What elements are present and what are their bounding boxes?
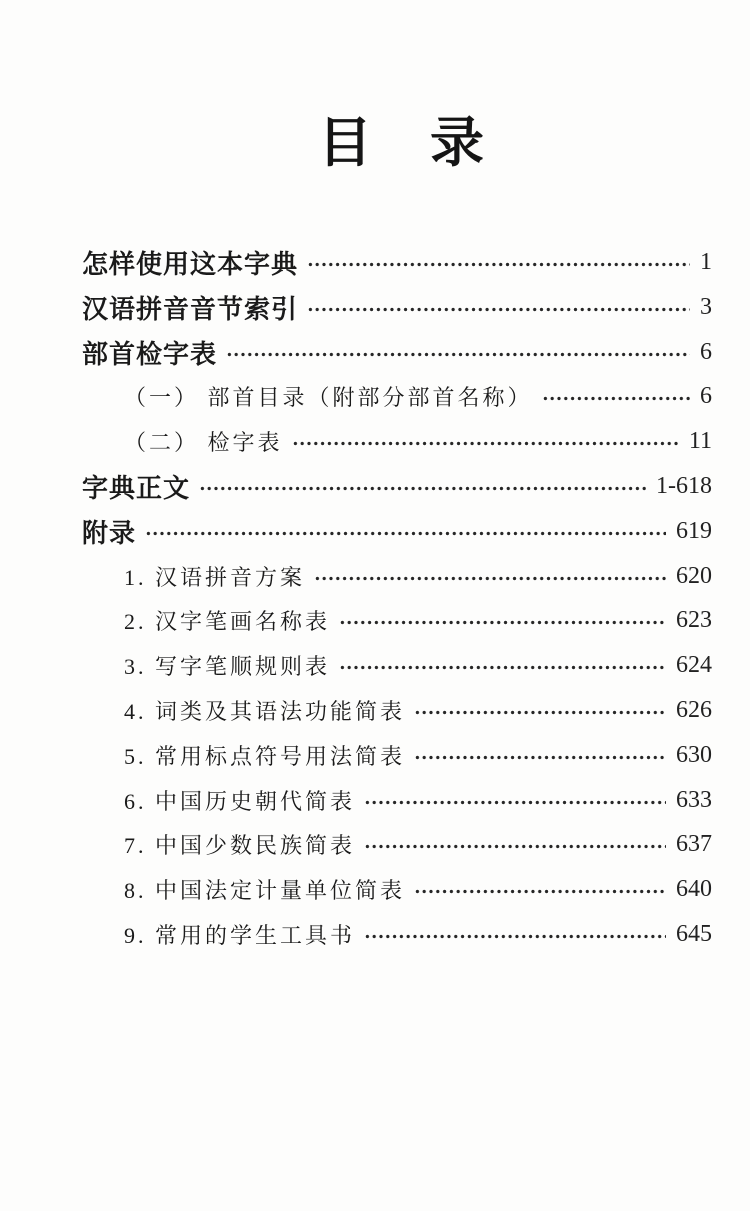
toc-entry	[82, 733, 712, 778]
toc-entry-label: 部首检字表	[82, 338, 218, 369]
dot-leader	[364, 778, 666, 823]
dot-leader	[339, 599, 666, 644]
toc-entry-page-number: 1-618	[656, 473, 712, 500]
toc-entry	[82, 464, 712, 509]
toc-entry	[82, 823, 712, 868]
toc-entry-label: 汉语拼音音节索引	[82, 293, 299, 324]
toc-entry-page-number: 640	[676, 876, 712, 903]
dot-leader	[292, 419, 679, 464]
toc-entry-label: 9. 常用的学生工具书	[124, 923, 356, 949]
toc-entry-page-number: 6	[700, 338, 712, 365]
toc-entry-page-number: 620	[676, 562, 712, 589]
toc-entry-label: 怎样使用这本字典	[82, 249, 299, 280]
toc-entry	[82, 778, 712, 823]
toc-entry-page-number: 637	[676, 831, 712, 858]
dot-leader	[199, 464, 646, 509]
dot-leader	[314, 554, 666, 599]
toc-entry	[82, 285, 712, 330]
dot-leader	[542, 375, 690, 420]
toc-entry-page-number: 623	[676, 607, 712, 634]
toc-entry-page-number: 630	[676, 741, 712, 768]
toc-list	[82, 240, 712, 957]
toc-entry	[82, 912, 712, 957]
toc-entry-page-number: 619	[676, 517, 712, 544]
toc-entry-label: （二） 检字表	[124, 430, 283, 456]
toc-entry	[82, 375, 712, 420]
dot-leader	[226, 330, 690, 375]
toc-entry-page-number: 624	[676, 652, 712, 679]
dot-leader	[364, 823, 666, 868]
toc-entry-label: 4. 词类及其语法功能简表	[124, 699, 406, 725]
toc-entry-page-number: 633	[676, 786, 712, 813]
dot-leader	[414, 733, 666, 778]
dot-leader	[364, 912, 666, 957]
toc-entry-label: （一） 部首目录（附部分部首名称）	[124, 385, 533, 411]
toc-entry	[82, 330, 712, 375]
toc-entry-label: 6. 中国历史朝代简表	[124, 788, 356, 814]
toc-entry-label: 5. 常用标点符号用法简表	[124, 743, 406, 769]
dot-leader	[414, 688, 666, 733]
toc-entry	[82, 240, 712, 285]
toc-entry	[82, 643, 712, 688]
toc-entry-label: 2. 汉字笔画名称表	[124, 609, 331, 635]
toc-entry-page-number: 626	[676, 697, 712, 724]
dot-leader	[145, 509, 666, 554]
toc-entry-label: 附录	[82, 517, 137, 548]
toc-entry-label: 8. 中国法定计量单位简表	[124, 878, 406, 904]
toc-entry-label: 1. 汉语拼音方案	[124, 564, 306, 590]
toc-entry	[82, 509, 712, 554]
page-title: 目 录	[318, 113, 486, 173]
toc-entry-page-number: 645	[676, 921, 712, 948]
dot-leader	[307, 285, 690, 330]
toc-entry-label: 7. 中国少数民族简表	[124, 833, 356, 859]
toc-entry	[82, 419, 712, 464]
toc-entry	[82, 867, 712, 912]
toc-entry-label: 字典正文	[82, 473, 191, 504]
toc-entry-page-number: 6	[700, 383, 712, 410]
dot-leader	[339, 643, 666, 688]
dot-leader	[414, 867, 666, 912]
toc-entry-label: 3. 写字笔顺规则表	[124, 654, 331, 680]
toc-entry-page-number: 1	[700, 249, 712, 276]
dot-leader	[307, 240, 690, 285]
toc-entry	[82, 599, 712, 644]
toc-entry	[82, 554, 712, 599]
toc-entry-page-number: 11	[688, 428, 712, 455]
toc-entry	[82, 688, 712, 733]
toc-entry-page-number: 3	[700, 293, 712, 320]
